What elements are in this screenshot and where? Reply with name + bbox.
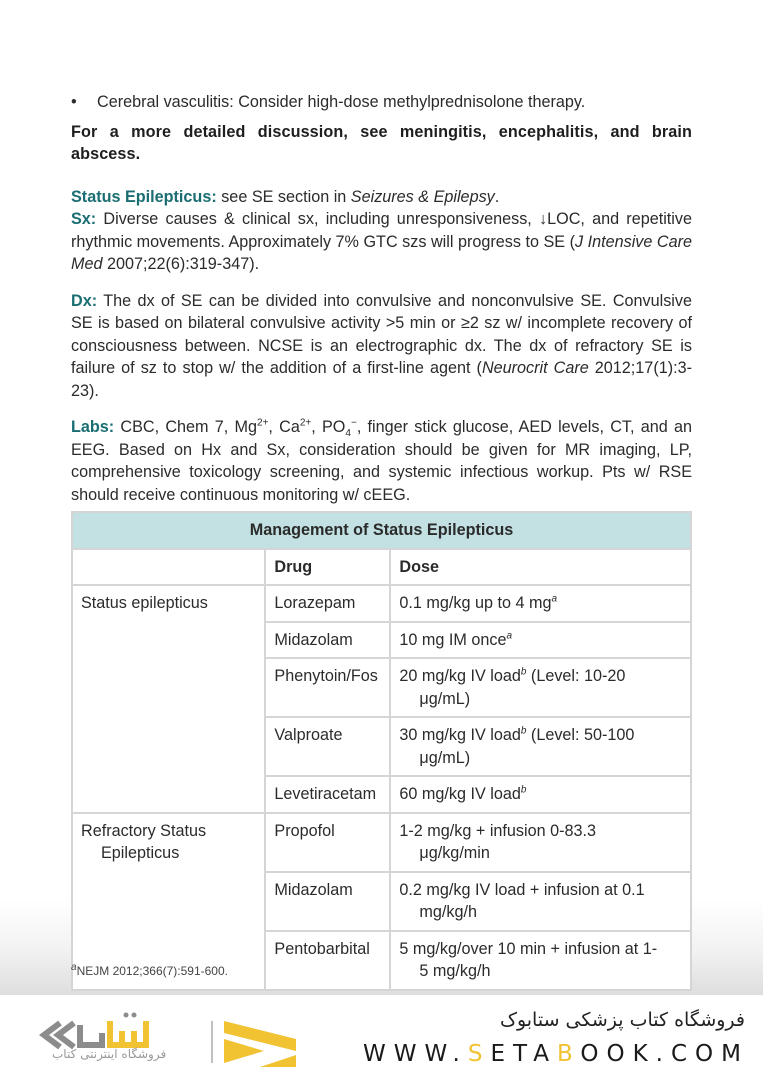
drug-cell: Propofol	[265, 813, 390, 872]
table-caption: Management of Status Epilepticus	[72, 512, 691, 549]
sx-label: Sx:	[71, 210, 97, 228]
publisher-banner	[0, 995, 763, 1080]
setabook-logo-icon	[34, 1011, 304, 1071]
drug-cell: Pentobarbital	[265, 931, 390, 990]
labs-sup: 2+	[257, 417, 269, 429]
status-ref: Seizures & Epilepsy	[350, 187, 495, 206]
dose-cell: 20 mg/kg IV load$^b$ (Level: 10-20 μg/mL)	[390, 658, 691, 717]
bullet-marker: •	[71, 93, 77, 111]
labs-sup: 2+	[299, 417, 312, 429]
management-table	[71, 511, 692, 991]
labs-label: Labs:	[71, 418, 115, 436]
group-status-epilepticus: Status epilepticus	[72, 585, 265, 813]
dose-cell: 60 mg/kg IV load$^b$	[390, 776, 691, 813]
bullet-item	[71, 91, 692, 114]
table-footnote: $^a$NEJM 2012;366(7):591-600.	[71, 962, 228, 978]
dose-cell: 0.2 mg/kg IV load + infusion at 0.1 mg/kg/h	[390, 872, 691, 931]
status-epilepticus-label: Status Epilepticus:	[71, 187, 217, 206]
table-row	[72, 813, 691, 872]
dose-cell: 10 mg IM once$^a$	[390, 622, 691, 659]
dx-ref: 2012;17(1):3-23).	[71, 359, 692, 400]
labs-sup: −	[350, 417, 357, 429]
labs-sub: 4	[345, 428, 351, 440]
status-text: see SE section in	[216, 187, 351, 206]
body-text	[71, 91, 692, 506]
drug-cell: Phenytoin/Fos	[265, 658, 390, 717]
sx-paragraph	[71, 208, 692, 276]
labs-text: CBC, Chem 7, Mg	[114, 418, 258, 436]
sx-ref-journal: J Intensive Care Med	[71, 232, 692, 273]
status-text-end: .	[494, 187, 500, 206]
sx-text: Diverse causes & clinical sx, including unresponsiveness, ↓LOC, and repetitive rhythmic movements. Approximately 7% GTC szs will progress to SE (	[71, 210, 692, 251]
dose-cell: 30 mg/kg IV load$^b$ (Level: 50-100 μg/mL)	[390, 717, 691, 776]
dx-ref-journal: Neurocrit Care	[481, 359, 589, 377]
drug-cell: Levetiracetam	[265, 776, 390, 813]
dose-cell: 0.1 mg/kg up to 4 $mg^a$	[390, 585, 691, 622]
drug-cell: Lorazepam	[265, 585, 390, 622]
labs-text: , Ca	[268, 418, 300, 436]
labs-paragraph	[71, 416, 692, 506]
header-dose: Dose	[390, 549, 691, 586]
labs-text: , finger stick glucose, AED levels, CT, and an EEG. Based on Hx and Sx, consideration should be given for MR imaging, LP, comprehensive toxicology screening, and systemic infectious workup. Pts w/ RSE should receive continuous monitoring w/ cEEG.	[71, 418, 692, 504]
status-epilepticus-paragraph	[71, 186, 692, 209]
labs-text: , PO	[311, 418, 346, 436]
group-refractory: Refractory Status Epilepticus	[72, 813, 265, 990]
bullet-text: Cerebral vasculitis: Consider high-dose methylprednisolone therapy.	[97, 93, 586, 111]
drug-cell: Valproate	[265, 717, 390, 776]
table-row	[72, 585, 691, 622]
drug-cell: Midazolam	[265, 872, 390, 931]
shop-title: فروشگاه کتاب پزشکی ستابوک	[499, 1009, 745, 1031]
dose-cell: 5 mg/kg/over 10 min + infusion at 1- 5 mg/kg/h	[390, 931, 691, 990]
shop-url: WWW.SETABOOK.COM	[362, 1041, 749, 1067]
drug-cell: Midazolam	[265, 622, 390, 659]
discussion-note: For a more detailed discussion, see meningitis, encephalitis, and brain abscess.	[71, 122, 692, 163]
header-drug: Drug	[265, 549, 390, 586]
dx-paragraph	[71, 290, 692, 403]
dx-text: The dx of SE can be divided into convulsive and nonconvulsive SE. Convulsive SE is based on bilateral convulsive activity >5 min or ≥2 sz w/ incomplete recovery of consciousness between. NCSE is an electrographic dx. The dx of refractory SE is failure of sz to stop w/ the addition of a first-line agent (	[71, 291, 692, 377]
header-empty	[72, 549, 265, 586]
sx-ref: 2007;22(6):319-347).	[102, 255, 260, 273]
dx-label: Dx:	[71, 291, 98, 310]
logo-subtitle: فروشگاه اینترنتی کتاب	[52, 1047, 167, 1061]
dose-cell: 1-2 mg/kg + infusion 0-83.3 μg/kg/min	[390, 813, 691, 872]
